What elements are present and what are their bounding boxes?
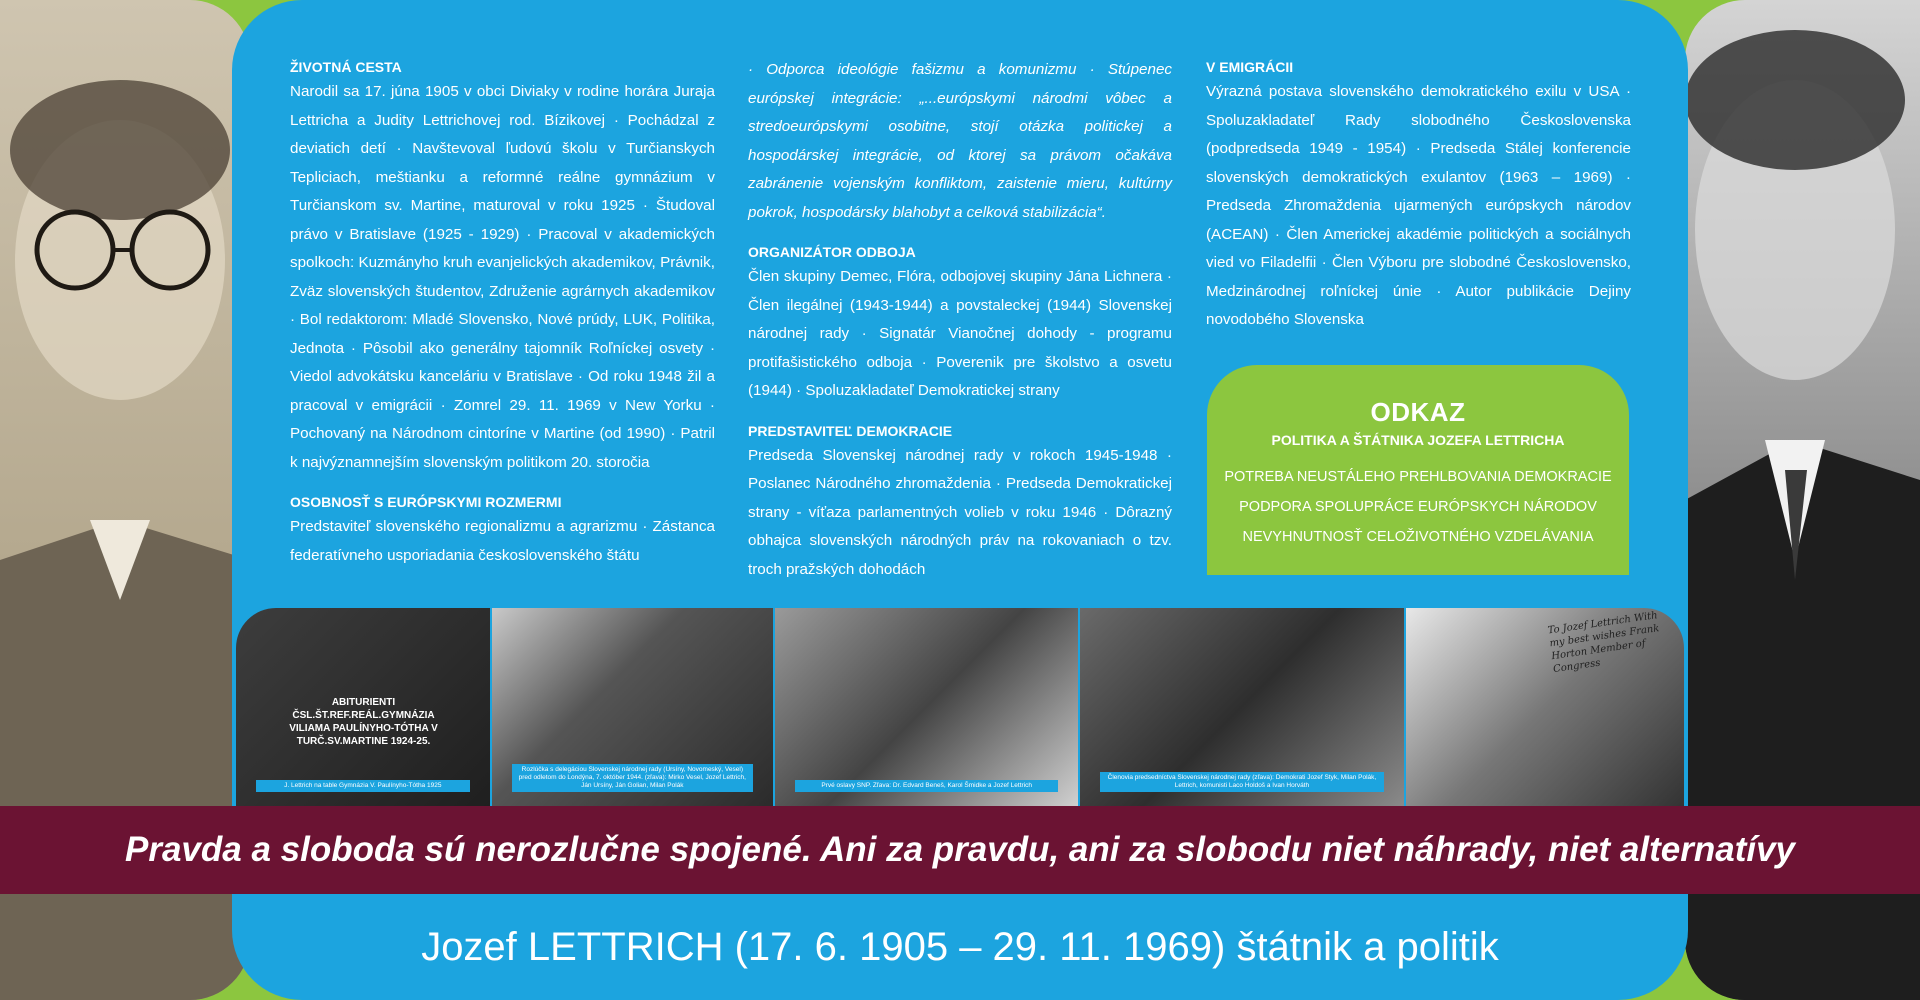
section-body-organizator-odboja: Člen skupiny Demec, Flóra, odbojovej skupiny Jána Lichnera · Člen ilegálnej (1943-1944) a povstaleckej (1944) Slovenskej národnej rady · Signatár Vianočnej dohody - programu protifašistického odboja · Poverenik pre školstvo a osvetu (1944) · Spoluzakladateľ Demokratickej strany bbox=[748, 268, 1172, 399]
legacy-title: ODKAZ bbox=[1370, 397, 1466, 427]
section-title-zivotna-cesta: ŽIVOTNÁ CESTA bbox=[290, 59, 402, 75]
photo-snp-celebration bbox=[775, 608, 1080, 806]
photo-capitol-signed bbox=[1406, 608, 1684, 806]
photo-snr-presidium bbox=[1080, 608, 1405, 806]
column-resistance-democracy bbox=[748, 56, 1172, 598]
tableau-lettering: ABITURIENTI ČSL.ŠT.REF.REÁL.GYMNÁZIA VILIAMA PAULÍNYHO-TÓTHA V TURČ.SV.MARTINE 1924-25. bbox=[289, 697, 438, 747]
column-emigration bbox=[1206, 56, 1631, 349]
photo-caption-presidium: Členovia predsedníctva Slovenskej národnej rady (zľava): Demokrati Jozef Styk, Milan Polák, Lettrich, komunisti Laco Holdoš a Ivan Horváth bbox=[1100, 772, 1383, 792]
section-body-europska-osobnost: Predstaviteľ slovenského regionalizmu a agrarizmu · Zástanca federatívneho usporiadania československého štátu bbox=[290, 518, 715, 564]
section-body-integracia-quote: · Odporca ideológie fašizmu a komunizmu · Stúpenec európskej integrácie: „...európskymi národmi vôbec a stredoeurópskymi osobitne, stojí otázka politickej a hospodárskej integrácie, od ktorej sa právom očakáva zabránenie vojenským konfliktom, zaistenie mieru, kultúrny pokrok, hospodársky blahobyt a celková stabilizácia“. bbox=[748, 61, 1172, 221]
section-title-europska-osobnost: OSOBNOSŤ S EURÓPSKYMI ROZMERMI bbox=[290, 494, 562, 510]
section-title-organizator-odboja: ORGANIZÁTOR ODBOJA bbox=[748, 244, 916, 260]
legacy-item-democracy: POTREBA NEUSTÁLEHO PREHLBOVANIA DEMOKRACIE bbox=[1224, 469, 1612, 485]
photo-delegation-farewell bbox=[492, 608, 775, 806]
legacy-item-cooperation: PODPORA SPOLUPRÁCE EURÓPSKYCH NÁRODOV bbox=[1239, 499, 1597, 515]
legacy-subtitle: POLITIKA A ŠTÁTNIKA JOZEFA LETTRICHA bbox=[1271, 432, 1565, 448]
photo-caption-snp: Prvé oslavy SNP. Zľava: Dr. Edvard Beneš, Karol Šmidke a Jozef Lettrich bbox=[795, 780, 1058, 792]
photo-graduation-tableau bbox=[236, 608, 492, 806]
quote-text: Pravda a sloboda sú nerozlučne spojené. Ani za pravdu, ani za slobodu niet náhrady, niet alternatívy bbox=[124, 830, 1796, 869]
photo-caption-tableau: J. Lettrich na table Gymnázia V. Paulínyho-Tótha 1925 bbox=[256, 780, 470, 792]
legacy-item-education: NEVYHNUTNOSŤ CELOŽIVOTNÉHO VZDELÁVANIA bbox=[1242, 529, 1594, 545]
photo-strip bbox=[236, 608, 1684, 806]
photo-caption-delegation: Rozlúčka s delegáciou Slovenskej národnej rady (Ursíny, Novomeský, Vesel) pred odletom do Londýna, 7. október 1944. (zľava): Mirko Vesel, Jozef Lettrich, Ján Ursíny, Ján Golian, Milan Polák bbox=[512, 764, 753, 792]
column-life-path bbox=[290, 56, 715, 584]
section-title-v-emigracii: V EMIGRÁCII bbox=[1206, 59, 1294, 75]
section-body-v-emigracii: Výrazná postava slovenského demokratického exilu v USA · Spoluzakladateľ Rady slobodného Československa (podpredseda 1949 - 1954) · Predseda Stálej konferencie slovenských demokratických exulantov (1963 – 1969) · Predseda Zhromaždenia ujarmených európskych národov (ACEAN) · Člen Americkej akadémie politických a sociálnych vied vo Filadelfii · Člen Výboru pre slobodné Československo, Medzinárodnej roľníckej únie · Autor publikácie Dejiny novodobého Slovenska bbox=[1206, 83, 1631, 328]
section-body-predstavitel-demokracie: Predseda Slovenskej národnej rady v rokoch 1945-1948 · Poslanec Národného zhromaždenia · Predseda Demokratickej strany - víťaza parlamentných volieb v roku 1946 · Dôrazný obhajca slovenských národných práv na rokovaniach o tzv. troch pražských dohodách bbox=[748, 446, 1172, 578]
section-body-zivotna-cesta: Narodil sa 17. júna 1905 v obci Diviaky v rodine horára Juraja Lettricha a Judity Lettrichovej rod. Bízikovej · Pochádzal z deviatich detí · Navštevoval ľudovú školu v Turčianskych Tepliciach, meštianku a reformné reálne gymnázium v Turčianskom sv. Martine, maturoval v roku 1925 · Študoval právo v Bratislave (1925 - 1929) · Pracoval v akademických spolkoch: Kuzmányho kruh evanjelických akademikov, Právnik, Zväz slovenských študentov, Združenie agrárnych akademikov · Bol redaktorom: Mladé Slovensko, Nové prúdy, LUK, Politika, Jednota · Pôsobil ako generálny tajomník Roľníckej osvety · Viedol advokátsku kanceláriu v Bratislave · Od roku 1948 žil a pracoval v emigrácii · Zomrel 29. 11. 1969 v New Yorku · Pochovaný na Národnom cintoríne v Martine (od 1990) · Patril k najvýznamnejším slovenským politikom 20. storočia bbox=[290, 83, 715, 471]
quote-banner bbox=[0, 806, 1920, 894]
section-title-predstavitel-demokracie: PREDSTAVITEĽ DEMOKRACIE bbox=[748, 422, 953, 439]
legacy-box bbox=[1207, 365, 1629, 575]
footer-title: Jozef LETTRICH (17. 6. 1905 – 29. 11. 1969) štátnik a politik bbox=[421, 924, 1499, 969]
photo-handwritten-inscription: To Jozef Lettrich With my best wishes Frank Horton Member of Congress bbox=[1547, 610, 1661, 676]
